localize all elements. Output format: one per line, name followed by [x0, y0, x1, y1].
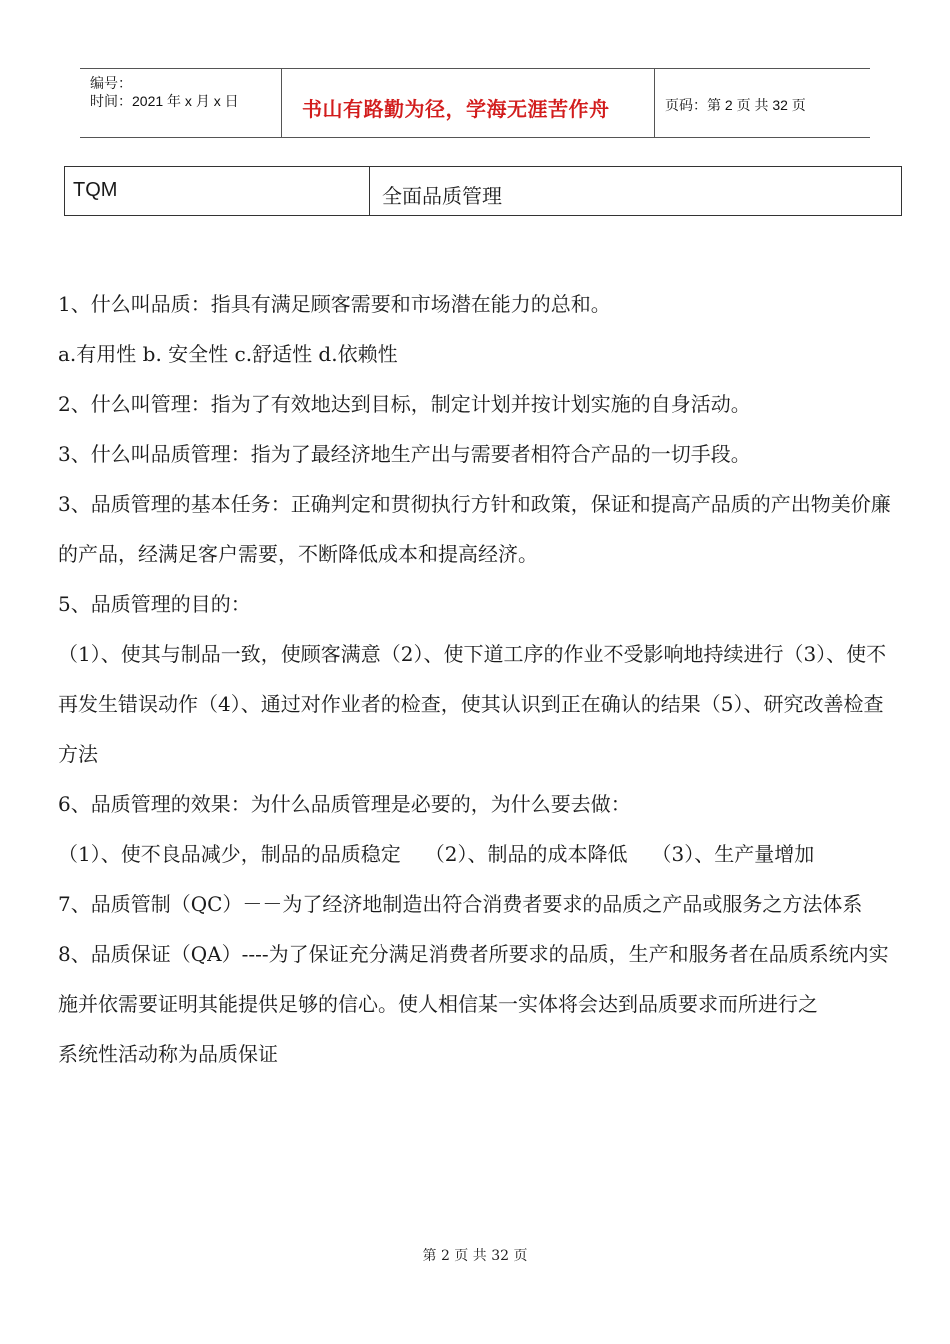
paragraph-qm-effect-list	[58, 829, 894, 879]
paragraph-management-definition: 2、什么叫管理：指为了有效地达到目标，制定计划并按计划实施的自身活动。	[58, 392, 751, 416]
paragraph-quality-definition: 1、什么叫品质：指具有满足顾客需要和市场潜在能力的总和。	[58, 292, 611, 316]
header-meta-cell	[80, 69, 282, 137]
effect-item-3: （3）、生产量增加	[651, 842, 815, 866]
header-page-cell	[655, 69, 870, 137]
page-header	[80, 68, 870, 138]
paragraph-qa-summary: 系统性活动称为品质保证	[58, 1042, 278, 1066]
term-meaning: 全面品质管理	[382, 184, 502, 208]
effect-item-1: （1）、使不良品减少，制品的品质稳定	[58, 842, 401, 866]
header-motto-cell	[282, 69, 655, 137]
document-date-label: 时间：2021 年 x 月 x 日	[90, 93, 239, 109]
paragraph-quality-attributes: a.有用性 b. 安全性 c.舒适性 d.依赖性	[58, 342, 398, 366]
document-body	[58, 279, 894, 1079]
header-motto: 书山有路勤为径，学海无涯苦作舟	[302, 97, 610, 121]
term-abbr: TQM	[73, 179, 118, 201]
page-footer	[0, 1245, 950, 1265]
header-page-info: 页码：第 2 页 共 32 页	[665, 97, 806, 113]
paragraph-qm-purpose-list: （1）、使其与制品一致，使顾客满意（2）、使下道工序的作业不受影响地持续进行（3）、使不再发生错误动作（4）、通过对作业者的检查，使其认识到正在确认的结果（5）、研究改善检查方法	[58, 642, 887, 766]
footer-page-number: 第 2 页 共 32 页	[422, 1248, 528, 1264]
term-abbr-cell	[65, 167, 370, 215]
effect-item-2: （2）、制品的成本降低	[424, 842, 628, 866]
paragraph-qm-effect-heading: 6、品质管理的效果：为什么品质管理是必要的，为什么要去做：	[58, 792, 631, 816]
paragraph-qc-definition: 7、品质管制（QC）－－为了经济地制造出符合消费者要求的品质之产品或服务之方法体系	[58, 892, 863, 916]
document-number-label: 编号：	[90, 75, 132, 91]
term-table	[64, 166, 902, 216]
paragraph-qm-tasks: 3、品质管理的基本任务：正确判定和贯彻执行方针和政策，保证和提高产品质的产出物美价廉的产品，经满足客户需要，不断降低成本和提高经济。	[58, 492, 891, 566]
paragraph-qm-purpose-heading: 5、品质管理的目的：	[58, 592, 251, 616]
paragraph-qa-definition: 8、品质保证（QA）----为了保证充分满足消费者所要求的品质，生产和服务者在品质系统内实施并依需要证明其能提供足够的信心。使人相信某一实体将会达到品质要求而所进行之	[58, 942, 889, 1016]
paragraph-qm-definition: 3、什么叫品质管理：指为了最经济地生产出与需要者相符合产品的一切手段。	[58, 442, 751, 466]
